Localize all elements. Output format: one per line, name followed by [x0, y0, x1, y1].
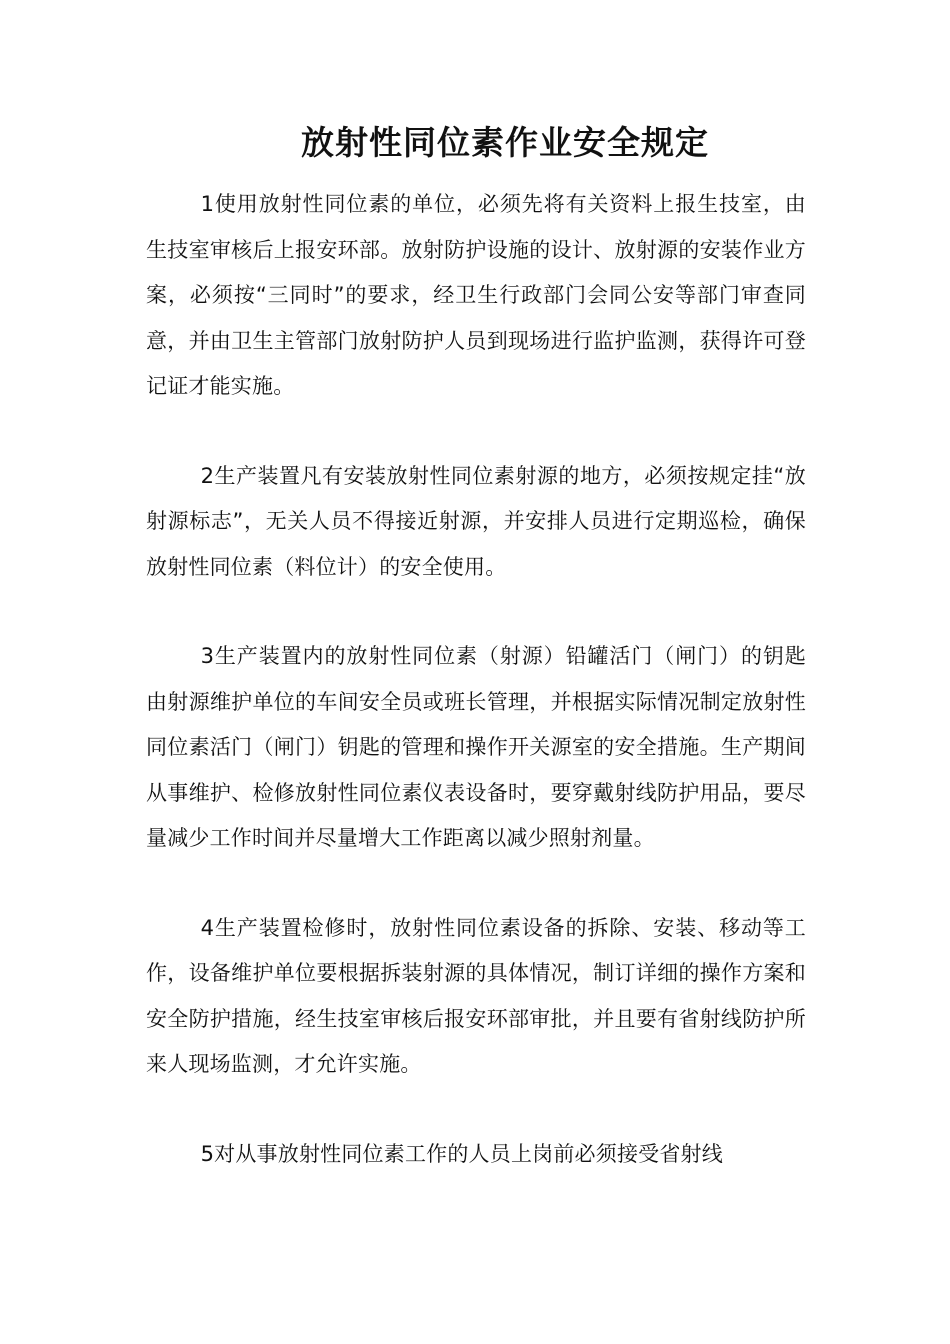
- paragraph-1: 1使用放射性同位素的单位，必须先将有关资料上报生技室，由生技室审核后上报安环部。放射防护设施的设计、放射源的安装作业方案，必须按“三同时”的要求，经卫生行政部门会同公安等部门审查同意，并由卫生主管部门放射防护人员到现场进行监护监测，获得许可登记证才能实施。: [146, 192, 806, 398]
- paragraph-spacer: [146, 410, 806, 454]
- paragraph-2: 2生产装置凡有安装放射性同位素射源的地方，必须按规定挂“放射源标志”，无关人员不得接近射源，并安排人员进行定期巡检，确保放射性同位素（料位计）的安全使用。: [146, 463, 806, 579]
- paragraph-spacer: [146, 862, 806, 906]
- document-title: 放射性同位素作业安全规定: [301, 123, 709, 162]
- document-body: [146, 182, 806, 1177]
- paragraph-3: 3生产装置内的放射性同位素（射源）铅罐活门（闸门）的钥匙由射源维护单位的车间安全员或班长管理，并根据实际情况制定放射性同位素活门（闸门）钥匙的管理和操作开关源室的安全措施。生产期间从事维护、检修放射性同位素仪表设备时，要穿戴射线防护用品，要尽量减少工作时间并尽量增大工作距离以减少照射剂量。: [146, 644, 806, 850]
- paragraph-4: 4生产装置检修时，放射性同位素设备的拆除、安装、移动等工作，设备维护单位要根据拆装射源的具体情况，制订详细的操作方案和安全防护措施，经生技室审核后报安环部审批，并且要有省射线防护所来人现场监测，才允许实施。: [146, 915, 806, 1076]
- paragraph-spacer: [146, 1088, 806, 1132]
- paragraph-spacer: [146, 590, 806, 634]
- paragraph-5: 5对从事放射性同位素工作的人员上岗前必须接受省射线: [200, 1141, 723, 1166]
